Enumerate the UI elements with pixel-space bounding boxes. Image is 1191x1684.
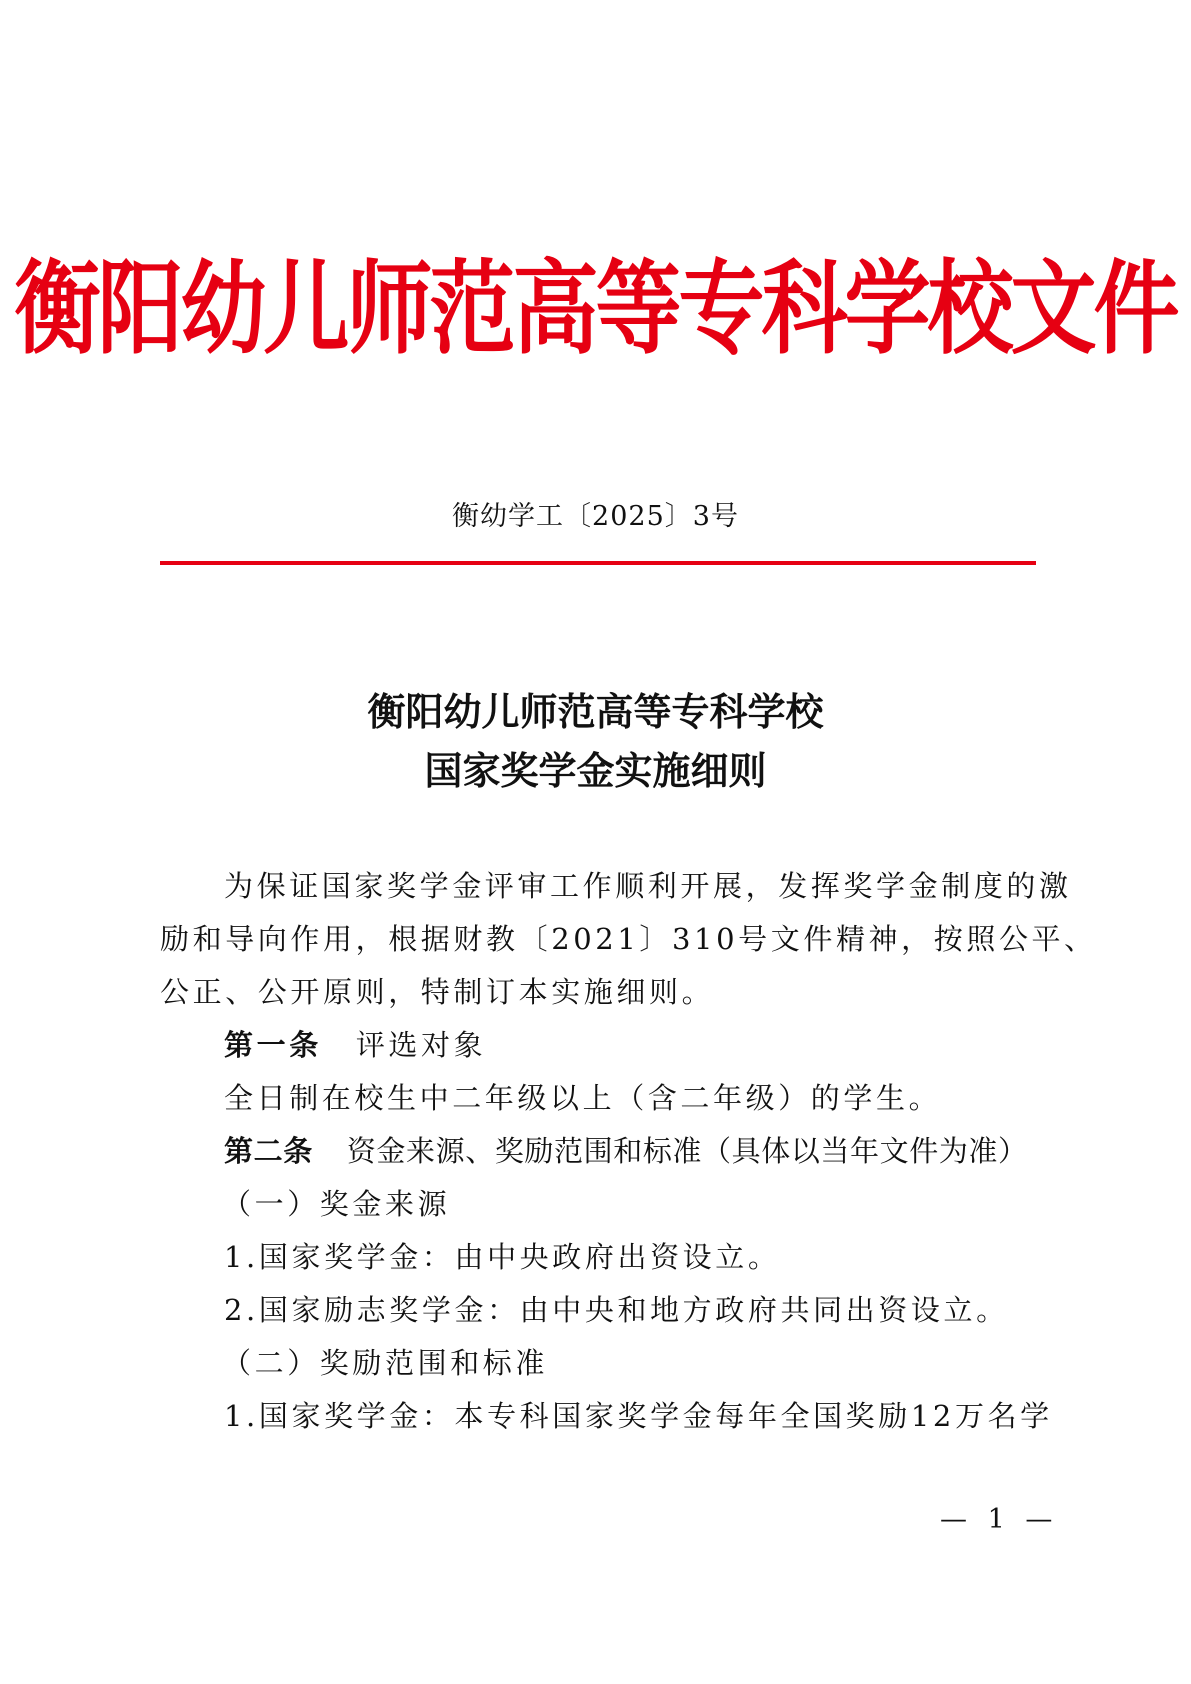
section-1-heading: （一）奖金来源: [222, 1187, 451, 1221]
intro-paragraph-line-2: 励和导向作用，根据财教〔2021〕310号文件精神，按照公平、: [160, 922, 1097, 956]
document-number: 衡幼学工〔2025〕3号: [452, 501, 739, 532]
article-1-line: [224, 1025, 486, 1065]
document-title-line-2: 国家奖学金实施细则: [424, 748, 767, 793]
section-2-heading: （二）奖励范围和标准: [222, 1346, 549, 1380]
article-2-line: [224, 1131, 1028, 1171]
section-2-item-1: 1.国家奖学金：本专科国家奖学金每年全国奖励12万名学: [224, 1399, 1053, 1433]
section-1-item-2: 2.国家励志奖学金：由中央和地方政府共同出资设立。: [224, 1293, 1009, 1327]
document-masthead: 衡阳幼儿师范高等专科学校文件: [14, 249, 1177, 369]
article-2-heading: 第二条: [224, 1134, 313, 1168]
page-number: — 1 —: [940, 1504, 1059, 1535]
red-divider-line: [160, 561, 1036, 565]
section-1-item-1: 1.国家奖学金：由中央政府出资设立。: [224, 1240, 781, 1274]
article-1-heading: 第一条: [224, 1028, 322, 1062]
intro-paragraph-line-1: 为保证国家奖学金评审工作顺利开展，发挥奖学金制度的激: [224, 869, 1072, 903]
article-2-title: 资金来源、奖励范围和标准（具体以当年文件为准）: [346, 1134, 1028, 1168]
article-1-text: 全日制在校生中二年级以上（含二年级）的学生。: [224, 1081, 942, 1115]
intro-paragraph-line-3: 公正、公开原则，特制订本实施细则。: [160, 975, 715, 1009]
article-1-title: 评选对象: [355, 1028, 487, 1062]
document-title-line-1: 衡阳幼儿师范高等专科学校: [367, 689, 824, 734]
